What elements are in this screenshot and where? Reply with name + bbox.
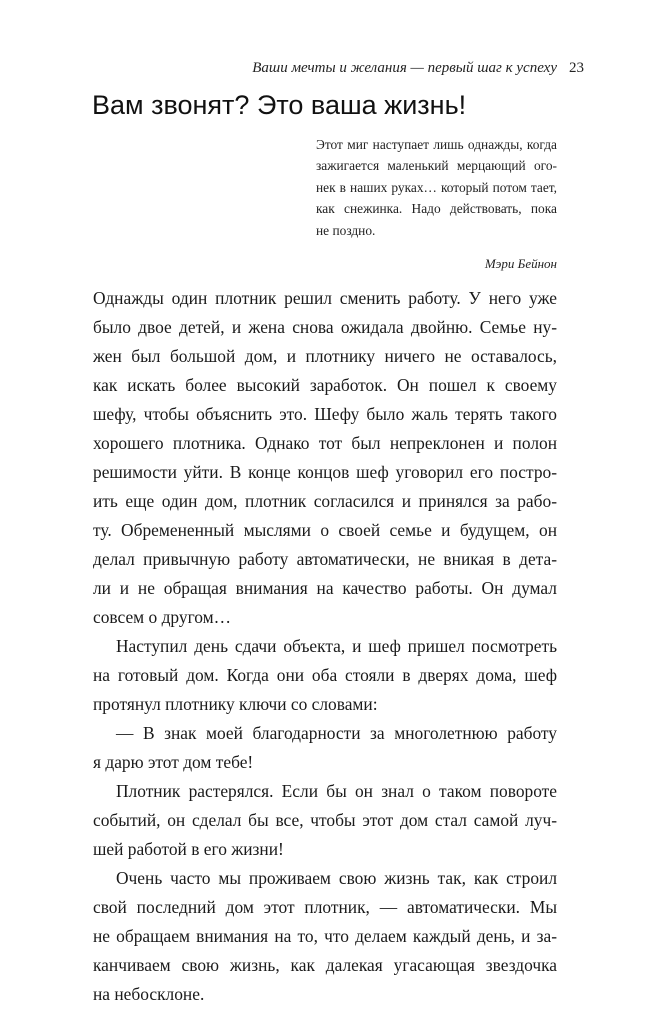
epigraph-author: Мэри Бейнон <box>484 255 557 271</box>
body-line: протянул плотнику ключи со словами: <box>93 694 378 714</box>
body-line: на готовый дом. Когда они оба стояли в дверях дома, шеф <box>93 665 557 685</box>
body-line: ли и не обращая внимания на качество работы. Он думал <box>93 578 557 598</box>
body-line: событий, он сделал бы все, чтобы этот дом стал самой луч- <box>93 810 557 830</box>
body-line: шей работой в его жизни! <box>93 839 284 859</box>
body-line: шефу, чтобы объяснить это. Шефу было жаль терять такого <box>93 404 557 424</box>
body-line: совсем о другом… <box>93 607 232 627</box>
page-number: 23 <box>569 60 584 76</box>
body-line: Плотник растерялся. Если бы он знал о таком повороте <box>116 781 557 801</box>
body-text <box>93 284 557 1009</box>
epigraph-line: не поздно. <box>316 222 376 238</box>
body-line: Однажды один плотник решил сменить работу. У него уже <box>93 288 557 308</box>
body-line: я дарю этот дом тебе! <box>93 752 254 772</box>
epigraph-line: как снежинка. Надо действовать, пока <box>316 201 557 217</box>
body-line: — В знак моей благодарности за многолетнюю работу <box>116 723 557 743</box>
epigraph-line: Этот миг наступает лишь однажды, когда <box>316 137 557 152</box>
running-header <box>252 60 584 77</box>
body-line: как искать более высокий заработок. Он пошел к своему <box>93 375 557 395</box>
body-line: Очень часто мы проживаем свою жизнь так, как строил <box>116 868 557 888</box>
epigraph-line: зажигается маленький мерцающий ого- <box>316 158 557 174</box>
body-line: было двое детей, и жена снова ожидала двойню. Семье ну- <box>93 317 557 337</box>
chapter-title: Вам звонят? Это ваша жизнь! <box>92 90 467 120</box>
body-line: делал привычную работу автоматически, не вникая в дета- <box>93 549 557 569</box>
body-line: жен был большой дом, и плотнику ничего не оставалось, <box>93 346 557 366</box>
body-line: ить еще один дом, плотник согласился и принялся за рабо- <box>93 491 557 511</box>
body-line: Наступил день сдачи объекта, и шеф пришел посмотреть <box>116 636 557 656</box>
body-line: не обращаем внимания на то, что делаем каждый день, и за- <box>93 926 557 946</box>
body-line: канчиваем свою жизнь, как далекая угасающая звездочка <box>93 955 557 975</box>
running-title: Ваши мечты и желания — первый шаг к успеху <box>252 60 557 76</box>
body-line: на небосклоне. <box>93 984 205 1004</box>
epigraph-line: нек в наших руках… который потом тает, <box>316 179 557 195</box>
body-line: решимости уйти. В конце концов шеф уговорил его постро- <box>93 462 557 482</box>
body-line: хорошего плотника. Однако тот был непреклонен и полон <box>93 433 557 453</box>
body-line: ту. Обремененный мыслями о своей семье и будущем, он <box>93 520 557 540</box>
body-line: свой последний дом этот плотник, — автоматически. Мы <box>93 897 557 917</box>
epigraph <box>316 134 557 274</box>
